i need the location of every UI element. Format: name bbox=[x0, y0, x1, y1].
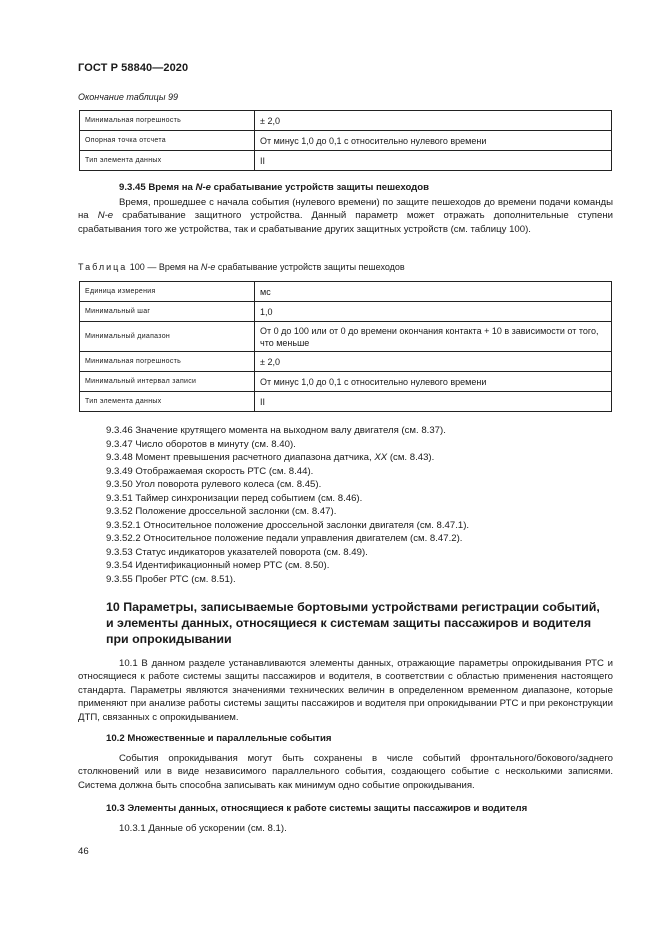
table-row bbox=[80, 322, 612, 352]
table-row bbox=[80, 352, 612, 372]
list-item: 9.3.52 Положение дроссельной заслонки (см. 8.47). bbox=[106, 506, 337, 517]
paragraph-10-3-1: 10.3.1 Данные об ускорении (см. 8.1). bbox=[119, 823, 287, 834]
list-item: 9.3.51 Таймер синхронизации перед событием (см. 8.46). bbox=[106, 492, 363, 504]
list-item: 9.3.55 Пробег РТС (см. 8.51). bbox=[106, 573, 236, 585]
table-100-caption: Таблица 100 — Время на N-е срабатывание устройств защиты пешеходов bbox=[78, 262, 405, 272]
section-heading-9-3-45: 9.3.45 Время на N-е срабатывание устройств защиты пешеходов bbox=[119, 182, 430, 193]
document-header: ГОСТ Р 58840—2020 bbox=[78, 62, 189, 74]
table-cell-value: мс bbox=[255, 282, 612, 302]
table-cell-label: Тип элемента данных bbox=[80, 392, 255, 412]
list-item: 9.3.46 Значение крутящего момента на выходном валу двигателя (см. 8.37). bbox=[106, 425, 446, 436]
table-cell-label: Минимальная погрешность bbox=[80, 352, 255, 372]
list-item: 9.3.48 Момент превышения расчетного диапазона датчика, XX (см. 8.43). bbox=[106, 452, 435, 463]
table-cell-value: II bbox=[255, 392, 612, 412]
paragraph-9-3-45: Время, прошедшее с начала события (нулевого времени) по защите пешеходов до времени подачи команды на N-е срабатывание защитного устройства. Данный параметр может отражать дополнительные ступени срабатывания того же устройства, так и срабатывание других защитных устройств (см. таблицу 100). bbox=[78, 197, 613, 235]
table-row bbox=[80, 372, 612, 392]
table-cell-label: Опорная точка отсчета bbox=[80, 131, 255, 151]
section-heading-10-3: 10.3 Элементы данных, относящиеся к работе системы защиты пассажиров и водителя bbox=[106, 803, 528, 814]
table-continuation-caption: Окончание таблицы 99 bbox=[78, 92, 178, 102]
page-number: 46 bbox=[78, 846, 89, 857]
table-cell-value: От минус 1,0 до 0,1 с относительно нулевого времени bbox=[255, 372, 612, 392]
table-row bbox=[80, 302, 612, 322]
list-item: 9.3.50 Угол поворота рулевого колеса (см. 8.45). bbox=[106, 479, 322, 490]
paragraph-10-1: 10.1 В данном разделе устанавливаются элементы данных, отражающие параметры опрокидывания РТС и относящиеся к работе системы защиты пассажиров и водителя, в соответствии с областью применения настоящего стандарта. Параметры являются значениями технических величин в определенном временном диапазоне, которые применяют при анализе работы системы защиты пассажиров и водителя при опрокидывании РТС и при реконструкции ДТП, связанных с опрокидыванием. bbox=[78, 658, 613, 723]
section-heading-10: 10 Параметры, записываемые бортовыми устройствами регистрации событий, и элементы данных, относящиеся к системам защиты пассажиров и водителя при опрокидывании bbox=[106, 600, 600, 646]
table-cell-value: От минус 1,0 до 0,1 с относительно нулевого времени bbox=[255, 131, 612, 151]
parameter-list bbox=[106, 424, 469, 586]
table-cell-label: Минимальная погрешность bbox=[80, 111, 255, 131]
list-item: 9.3.52.2 Относительное положение педали управления двигателем (см. 8.47.2). bbox=[106, 533, 463, 544]
table-row bbox=[80, 392, 612, 412]
table-row bbox=[80, 111, 612, 131]
table-cell-label: Минимальный шаг bbox=[80, 302, 255, 322]
table-cell-value: II bbox=[255, 151, 612, 171]
list-item: 9.3.53 Статус индикаторов указателей поворота (см. 8.49). bbox=[106, 546, 368, 558]
table-cell-value: От 0 до 100 или от 0 до времени окончания контакта + 10 в зависимости от того, что меньше bbox=[255, 322, 612, 352]
table-cell-value: 1,0 bbox=[255, 302, 612, 322]
table-cell-value: ± 2,0 bbox=[255, 352, 612, 372]
table-row bbox=[80, 131, 612, 151]
table-100 bbox=[79, 281, 612, 412]
table-row bbox=[80, 282, 612, 302]
table-cell-value: ± 2,0 bbox=[255, 111, 612, 131]
list-item: 9.3.49 Отображаемая скорость РТС (см. 8.44). bbox=[106, 465, 314, 477]
table-cell-label: Минимальный интервал записи bbox=[80, 372, 255, 392]
table-cell-label: Тип элемента данных bbox=[80, 151, 255, 171]
section-heading-10-2: 10.2 Множественные и параллельные события bbox=[106, 733, 332, 744]
table-99-end bbox=[79, 110, 612, 171]
list-item: 9.3.52.1 Относительное положение дроссельной заслонки двигателя (см. 8.47.1). bbox=[106, 519, 470, 531]
table-cell-label: Единица измерения bbox=[80, 282, 255, 302]
list-item: 9.3.47 Число оборотов в минуту (см. 8.40). bbox=[106, 438, 296, 450]
table-cell-label: Минимальный диапазон bbox=[80, 322, 255, 352]
list-item: 9.3.54 Идентификационный номер РТС (см. 8.50). bbox=[106, 560, 330, 571]
paragraph-10-2: События опрокидывания могут быть сохранены в числе событий фронтального/бокового/заднего столкновений или в виде независимого параллельного события, создающего событие с несколькими записями. Система должна быть способна записывать как минимум одно событие опрокидывания. bbox=[78, 753, 613, 791]
table-row bbox=[80, 151, 612, 171]
